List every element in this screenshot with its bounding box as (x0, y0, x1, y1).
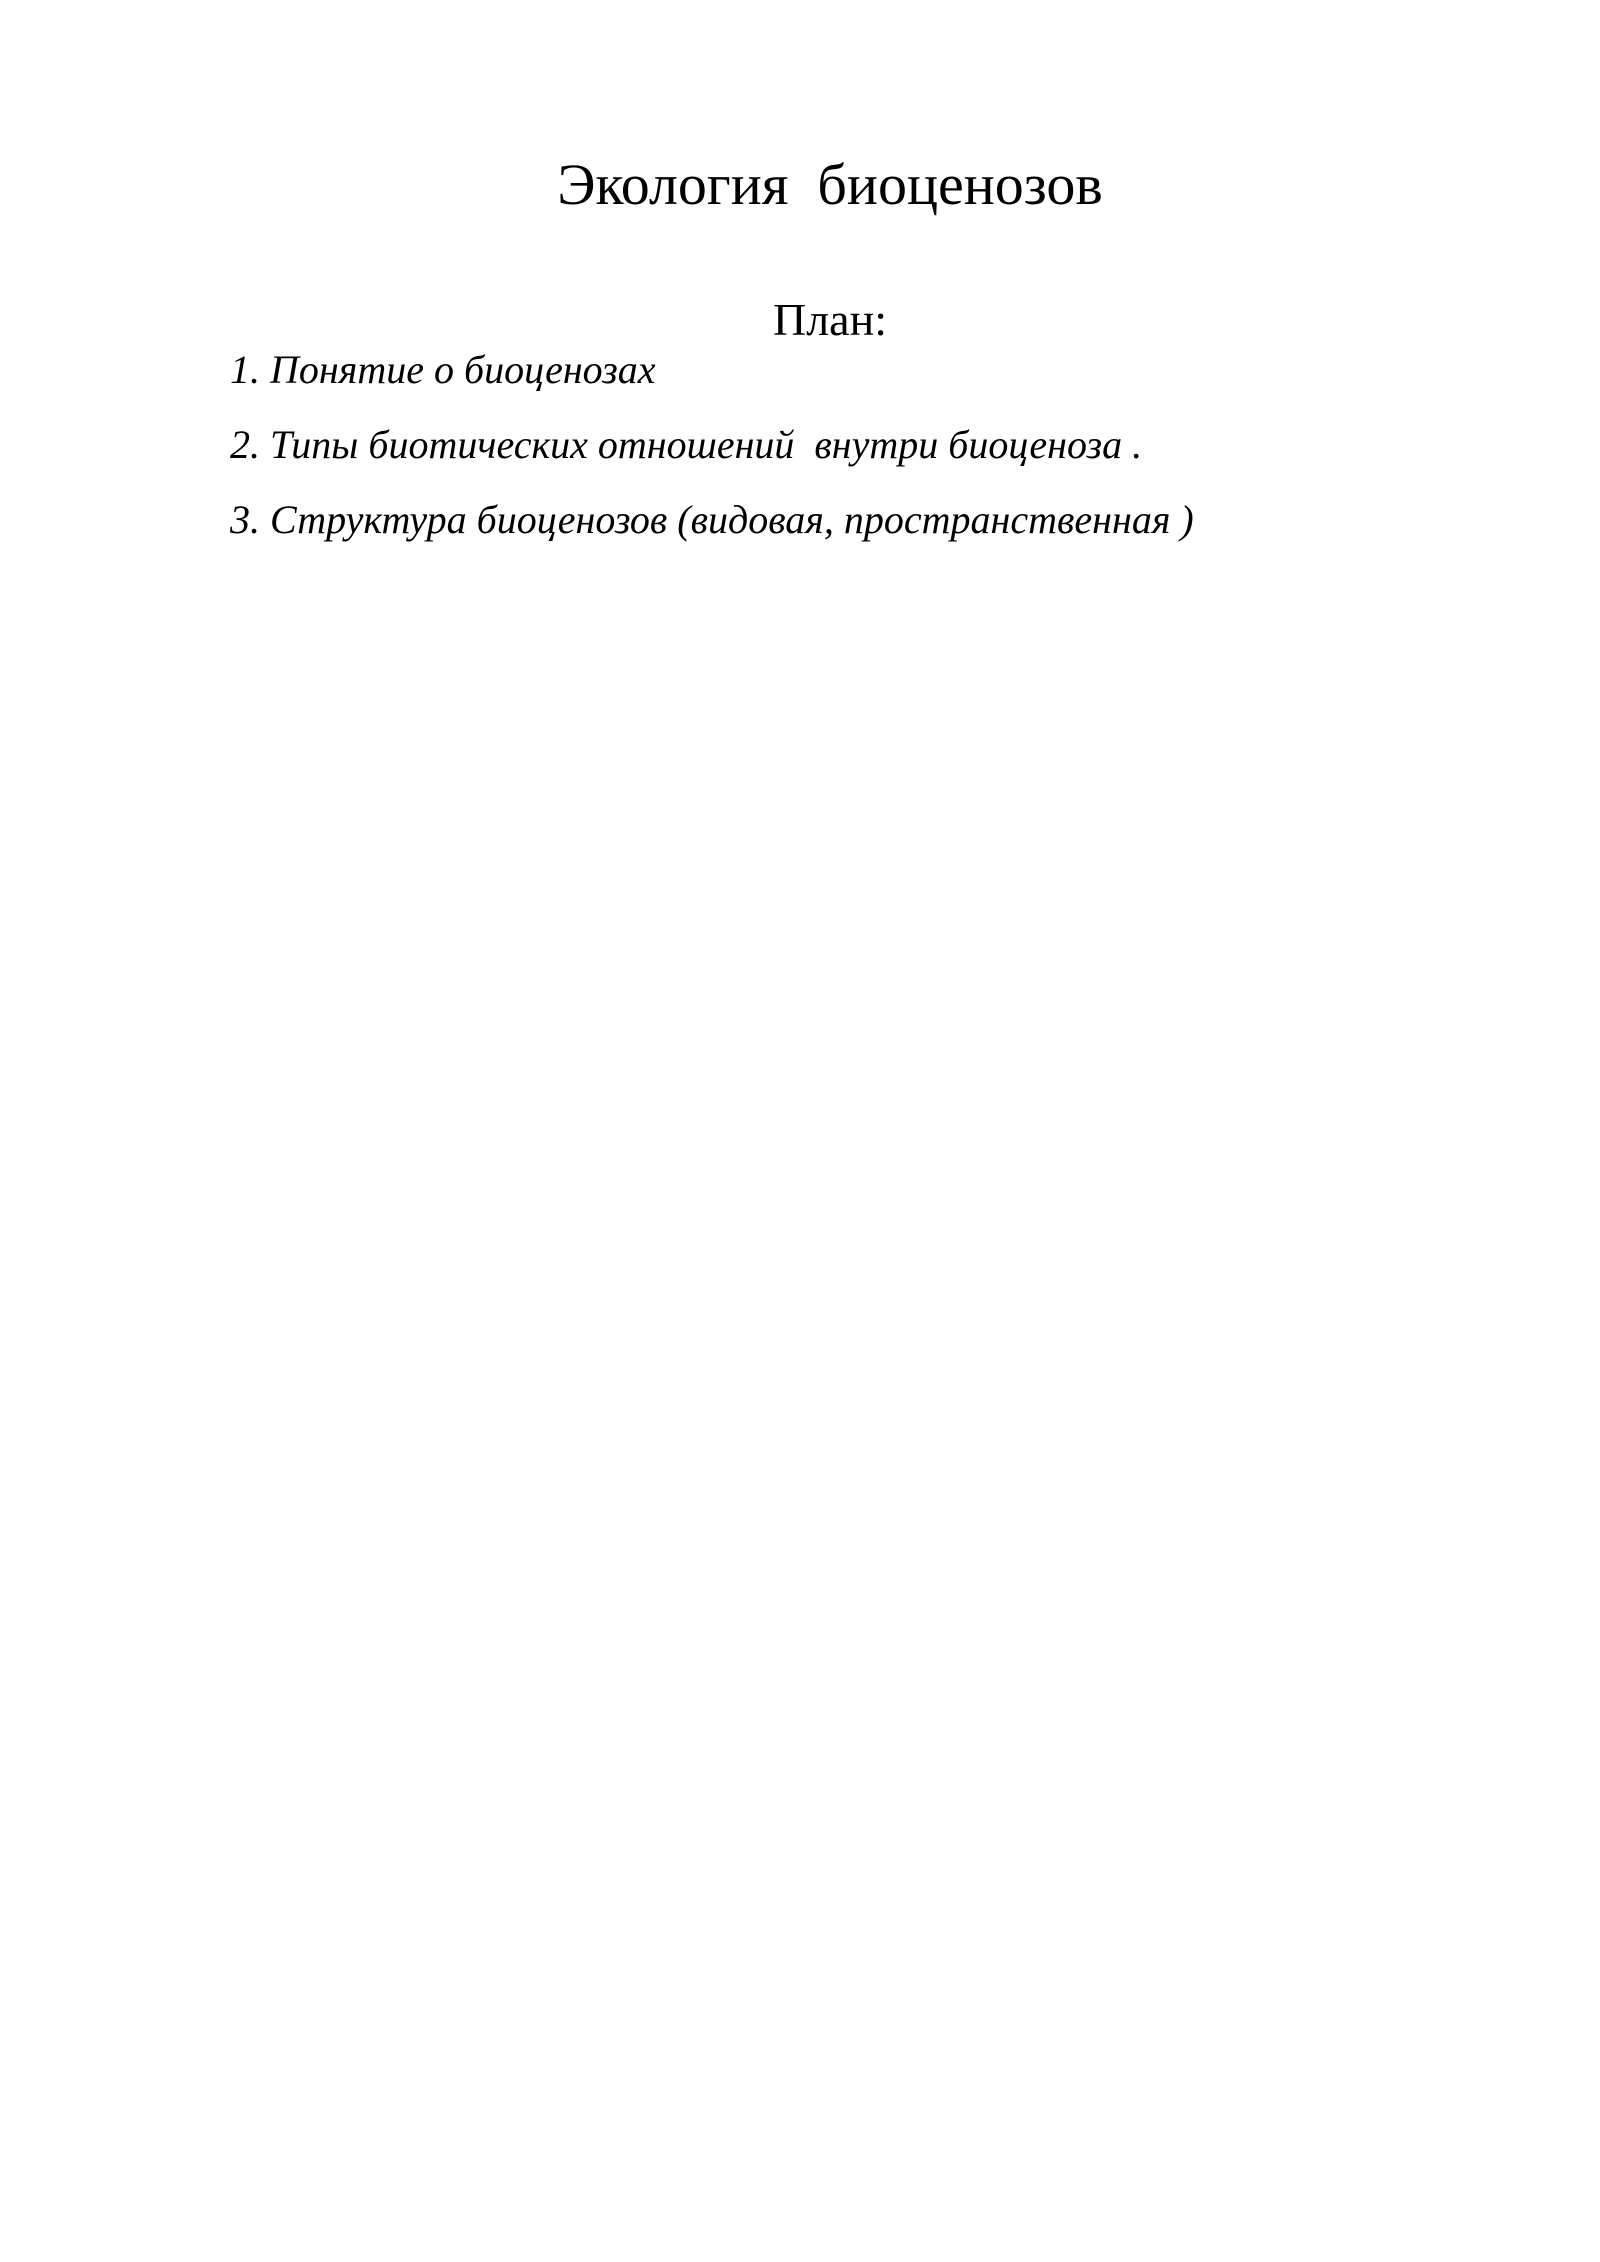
plan-item-3: 3. Структура биоценозов (видовая, пространственная ) (230, 497, 1194, 542)
plan-heading: План: (773, 294, 887, 345)
plan-list (230, 346, 1194, 571)
document-title: Экология биоценозов (557, 152, 1103, 217)
plan-item-1: 1. Понятие о биоценозах (230, 347, 656, 392)
plan-item-2: 2. Типы биотических отношений внутри биоценоза . (230, 422, 1143, 467)
